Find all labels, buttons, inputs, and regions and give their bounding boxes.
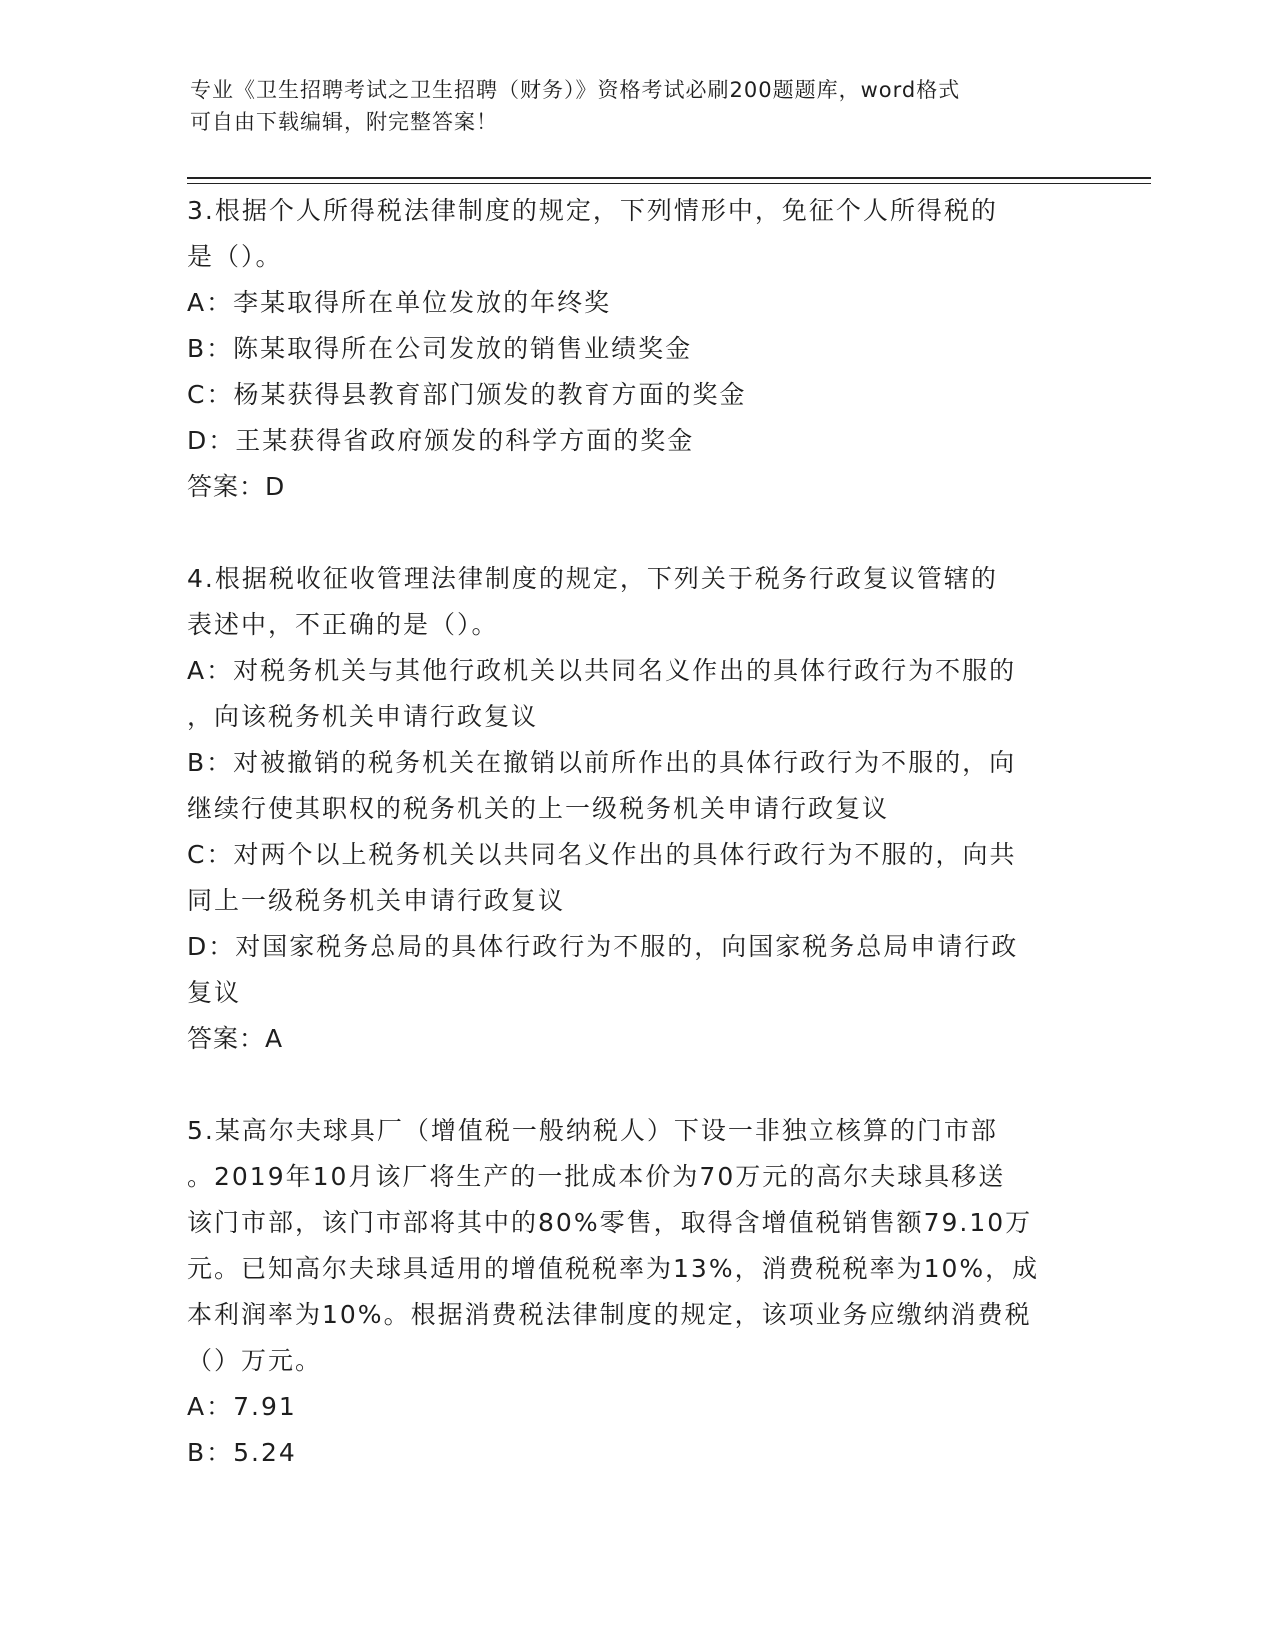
question-text: 本利润率为10%。根据消费税法律制度的规定，该项业务应缴纳消费税: [187, 1300, 1032, 1329]
question-text: 表述中，不正确的是（）。: [187, 610, 499, 639]
question-text: 4.根据税收征收管理法律制度的规定，下列关于税务行政复议管辖的: [187, 564, 998, 593]
header-title-line-2: 可自由下载编辑，附完整答案！: [190, 110, 498, 134]
option-a: A：李某取得所在单位发放的年终奖: [187, 288, 612, 317]
document-body: [187, 188, 1082, 1476]
question-text: 5.某高尔夫球具厂（增值税一般纳税人）下设一非独立核算的门市部: [187, 1116, 998, 1145]
option-b-continued: 继续行使其职权的税务机关的上一级税务机关申请行政复议: [187, 794, 890, 823]
answer-line: 答案：D: [187, 472, 286, 501]
option-b: B：对被撤销的税务机关在撤销以前所作出的具体行政行为不服的，向: [187, 748, 1017, 777]
option-c: C：对两个以上税务机关以共同名义作出的具体行政行为不服的，向共: [187, 840, 1017, 869]
option-a-continued: ，向该税务机关申请行政复议: [187, 702, 539, 731]
document-header: [190, 74, 1090, 138]
question-text: 元。已知高尔夫球具适用的增值税税率为13%，消费税税率为10%，成: [187, 1254, 1040, 1283]
question-text: （）万元。: [187, 1346, 323, 1375]
option-a: A：对税务机关与其他行政机关以共同名义作出的具体行政行为不服的: [187, 656, 1017, 685]
question-3: [187, 188, 1082, 510]
question-text: 。2019年10月该厂将生产的一批成本价为70万元的高尔夫球具移送: [187, 1162, 1006, 1191]
question-text: 3.根据个人所得税法律制度的规定，下列情形中，免征个人所得税的: [187, 196, 998, 225]
header-title-line-1: 专业《卫生招聘考试之卫生招聘（财务）》资格考试必刷200题题库，word格式: [190, 78, 961, 102]
option-d: D：王某获得省政府颁发的科学方面的奖金: [187, 426, 695, 455]
option-d: D：对国家税务总局的具体行政行为不服的，向国家税务总局申请行政: [187, 932, 1019, 961]
option-a: A：7.91: [187, 1392, 297, 1421]
option-b: B：5.24: [187, 1438, 297, 1467]
answer-line: 答案：A: [187, 1024, 284, 1053]
option-c: C：杨某获得县教育部门颁发的教育方面的奖金: [187, 380, 747, 409]
question-text: 该门市部，该门市部将其中的80%零售，取得含增值税销售额79.10万: [187, 1208, 1033, 1237]
header-divider: [187, 177, 1151, 179]
option-b: B：陈某取得所在公司发放的销售业绩奖金: [187, 334, 693, 363]
question-text: 是（）。: [187, 242, 283, 271]
option-d-continued: 复议: [187, 978, 242, 1007]
question-5: [187, 1108, 1082, 1476]
header-divider-thin: [187, 183, 1151, 184]
option-c-continued: 同上一级税务机关申请行政复议: [187, 886, 566, 915]
question-4: [187, 556, 1082, 1062]
